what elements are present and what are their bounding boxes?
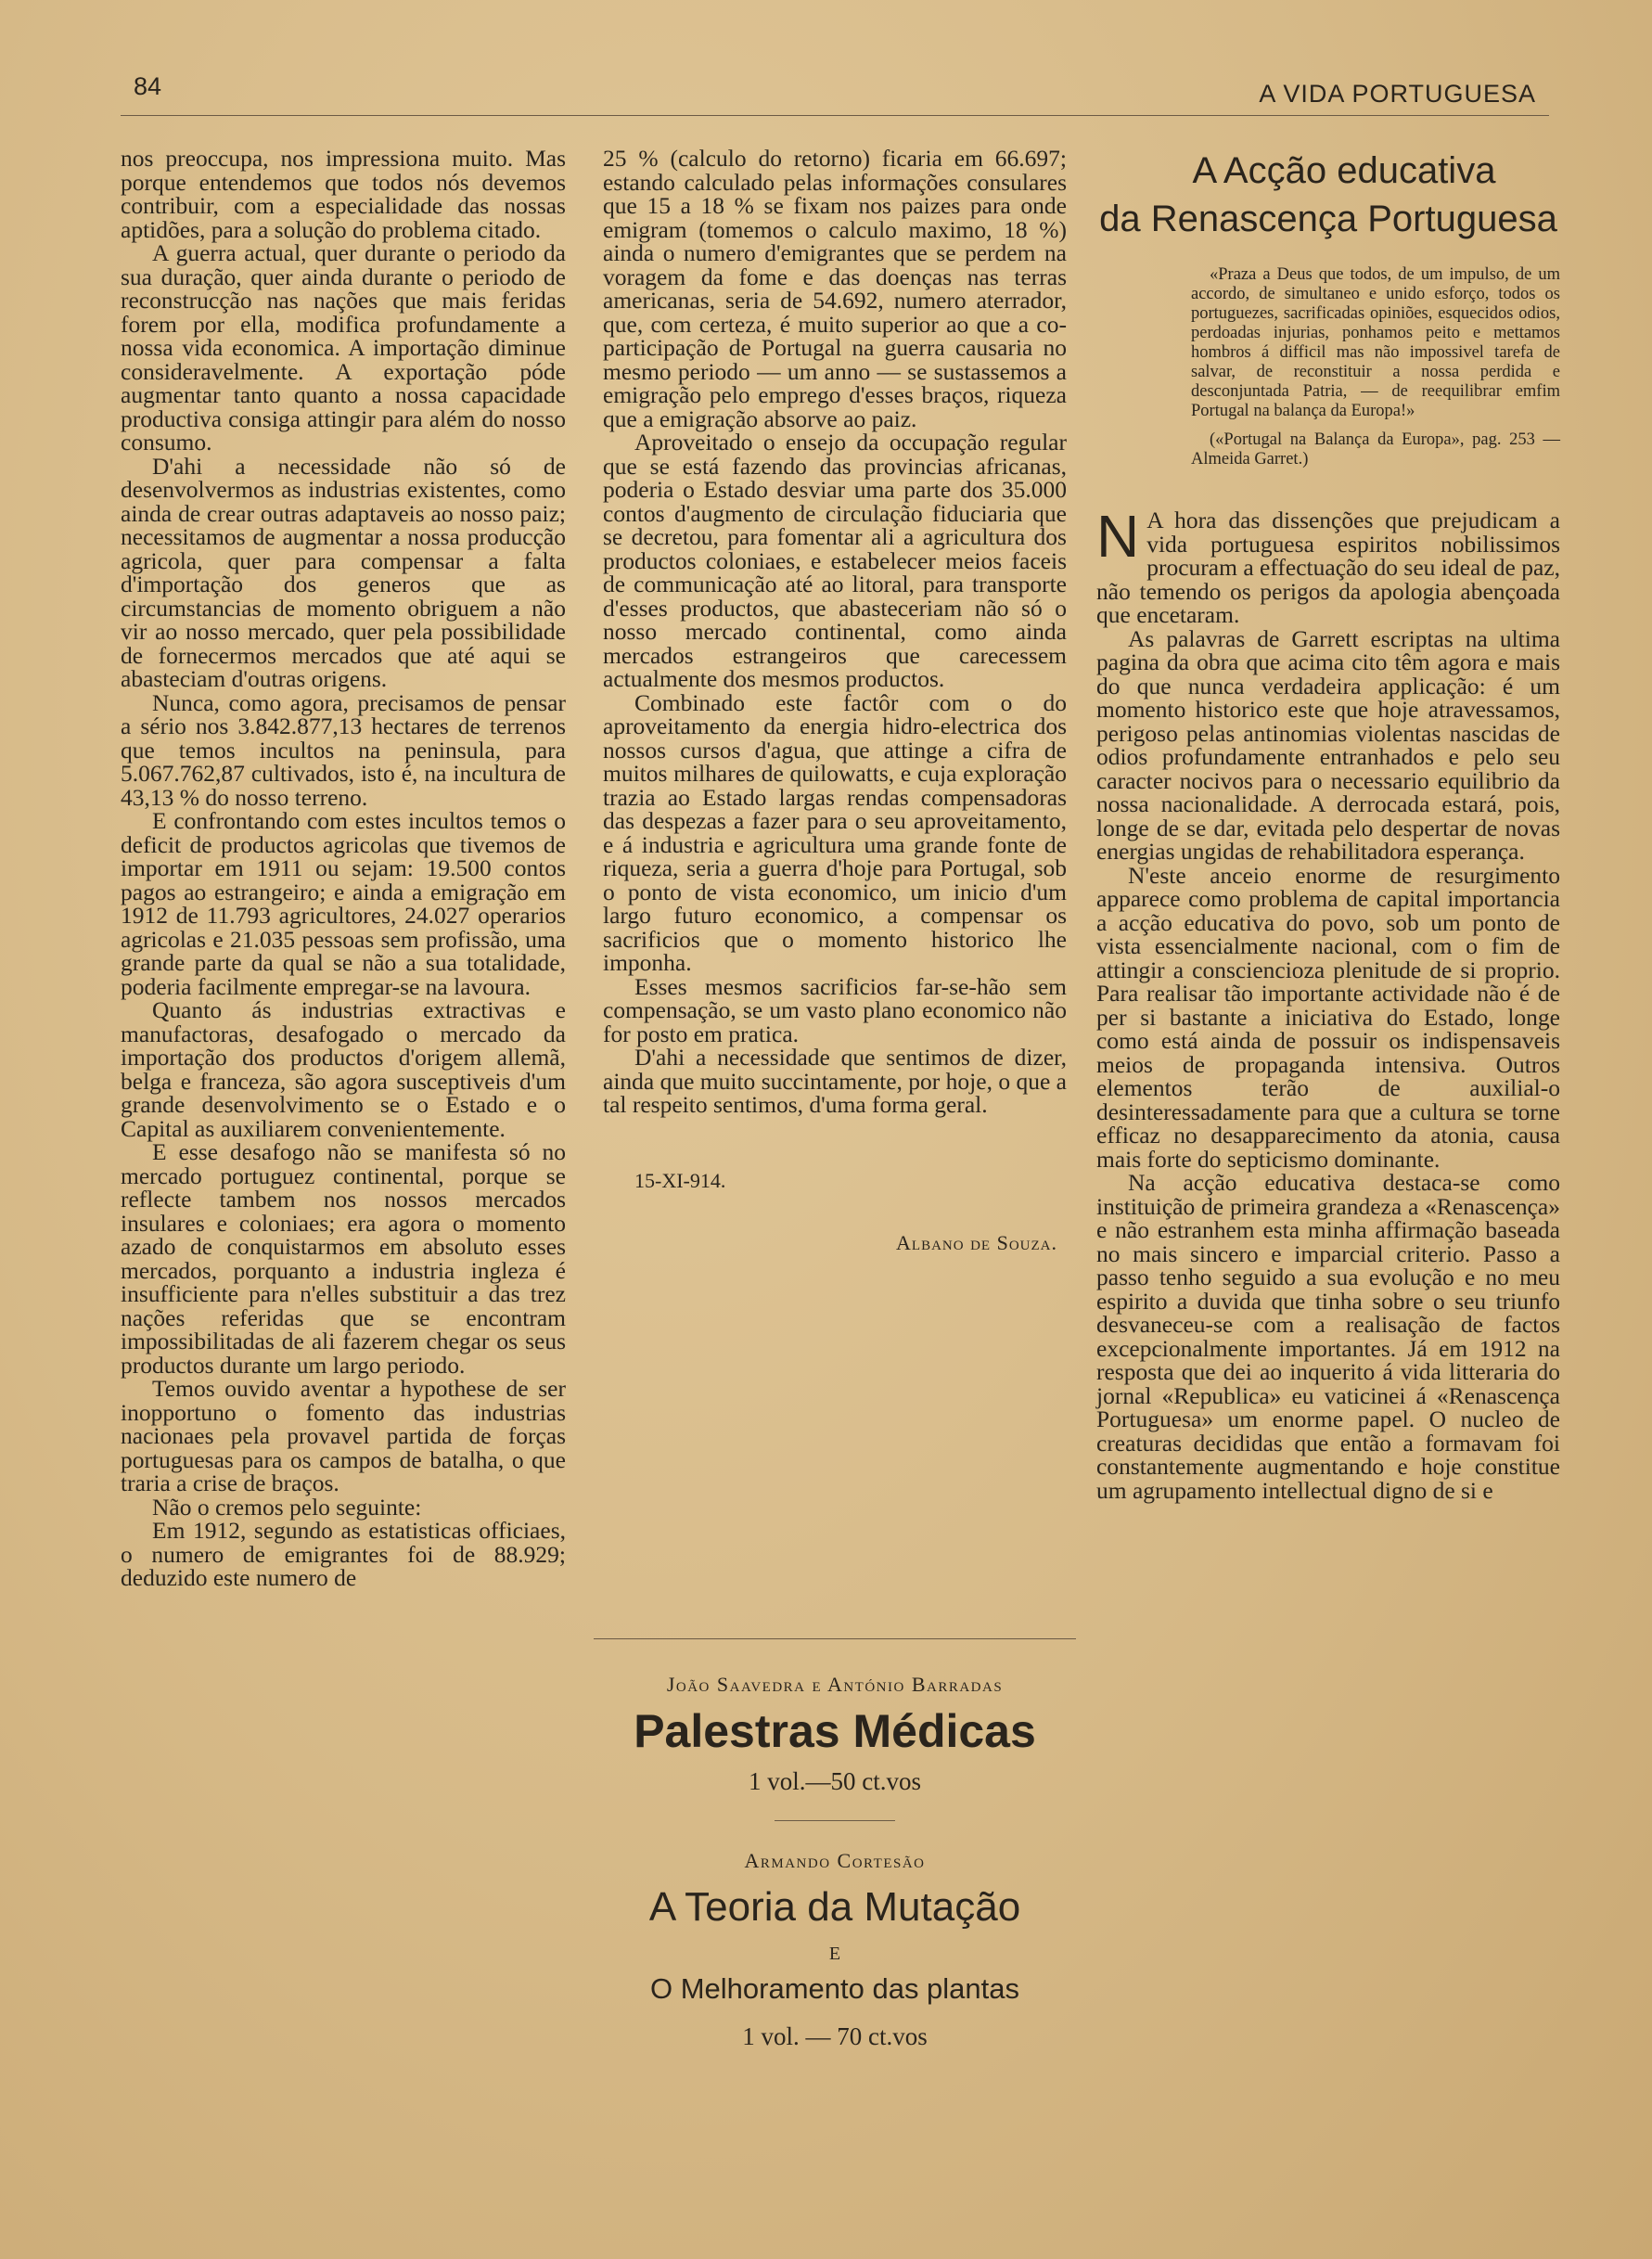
column-1 — [121, 147, 566, 1590]
paragraph: Nunca, como agora, precisamos de pensar a sério nos 3.842.877,13 hectares de terrenos que temos incultos na peninsula, para 5.067.762,87 cultivados, isto é, na incultura de 43,13 % do nosso terreno. — [121, 688, 566, 811]
paragraph: E confrontando com estes incultos temos o deficit de productos agricolas que tivemos de importar em 1911 ou sejam: 19.500 contos pagos ao estrangeiro; e ainda a emigração em 1912 de 11.793 agricultores, 24.027 operarios agricolas e 21.035 pessoas sem profissão, uma grande parte da qual se não a sua totalidade, poderia facilmente empregar-se na lavoura. — [121, 807, 566, 1000]
signature-author: Albano de Souza. — [896, 1231, 1057, 1254]
ad-authors: João Saavedra e António Barradas — [666, 1673, 1004, 1696]
running-title: A VIDA PORTUGUESA — [1259, 80, 1536, 108]
paragraph: Na acção educativa destaca-se como instituição de primeira grandeza a «Renascença» e não estranhem esta minha affirmação baseada no mais sincero e imparcial criterio. Passo a passo tenho seguido a sua evolução e no meu espirito a duvida que tinha sobre o seu triunfo desvaneceu-se com a realisação de factos excepcionalmente importantes. Já em 1912 na resposta que dei ao inquerito á vida litteraria do jornal «Republica» eu vaticinei á «Renascença Portuguesa» um enorme papel. O nucleo de creaturas decididas que então a formavam foi constantemente augmentando e hoje constitue um agrupamento intellectual digno de si e — [1096, 1169, 1560, 1504]
book-advertisement — [594, 1638, 1076, 2051]
drop-cap: N — [1096, 503, 1140, 570]
paragraph: N'este anceio enorme de resurgimento apparece como problema de capital importancia a acção educativa do povo, sob um ponto de vista essencialmente nacional, com o fim de attingir a consciencioza plenitude de si proprio. Para realisar tão importante actividade não é de per si bastante a iniciativa do Estado, longe como está ainda de possuir os indispensaveis meios de propaganda intensiva. Outros elementos terão de auxilial-o desinteressadamente para que a cultura se torne efficaz no desapparecimento da atonia, causa mais forte do septicismo dominante. — [1096, 861, 1560, 1173]
paragraph: Temos ouvido aventar a hypothese de ser inopportuno o fomento das industrias nacionaes pela provavel partida de forças portuguesas para os campos de batalha, o que traria a crise de braços. — [121, 1375, 566, 1496]
epigraph-quote: «Praza a Deus que todos, de um impulso, de um accordo, de simultaneo e unido esforço, todos os portuguezes, sacrificadas opiniões, esquecidos odios, perdoadas injurias, ponhamos peito e mettamos hombros á difficil mas não impossivel tarefa de salvar, de reconstituir a nossa perdida e desconjuntada Patria, — de reequilibrar emfim Portugal na balança da Europa!» — [1191, 265, 1560, 420]
ad-book-subtitle: O Melhoramento das plantas — [649, 1972, 1020, 2005]
paragraph: Quanto ás industrias extractivas e manufactoras, desafogado o mercado da importação dos productos d'origem allemã, belga e franceza, são agora susceptiveis d'um grande desenvolvimento se o Estado e o Capital as auxiliarem convenientemente. — [121, 996, 566, 1142]
first-paragraph-text: A hora das dissenções que prejudicam a vida portuguesa espiritos nobilissimos procuram a effectuação do seu ideal de paz, não temendo os perigos da apologia abençoada que encetaram. — [1096, 507, 1560, 628]
article-title-line: da Renascença Portuguesa — [1099, 199, 1557, 239]
column-3 — [1096, 147, 1560, 1502]
paragraph: A guerra actual, quer durante o periodo da sua duração, quer ainda durante o periodo de reconstrucção nas nações que mais feridas forem por ella, modifica profundamente a nossa vida economica. A importação diminue consideravelmente. A exportação póde augmentar tanto quanto a nossa capacidade productiva consiga attingir para além do nosso consumo. — [121, 239, 566, 456]
ad-price: 1 vol. — 70 ct.vos — [742, 2022, 928, 2050]
signature-date: 15-XI-914. — [634, 1168, 726, 1192]
paragraph: E esse desafogo não se manifesta só no mercado portuguez continental, porque se reflecte tambem nos nossos mercados insulares e coloniaes; era agora o momento azado de conquistarmos em absoluto esses mercados, porquanto a industria ingleza é insufficiente para n'elles substituir a das trez nações referidas que se encontram impossibilitadas de ali fazerem chegar os seus productos durante um largo periodo. — [121, 1138, 566, 1379]
ad-divider — [775, 1820, 895, 1821]
epigraph-source: («Portugal na Balança da Europa», pag. 253 — Almeida Garret.) — [1191, 430, 1560, 468]
column-2 — [603, 147, 1067, 1255]
article-title-line: A Acção educativa — [1192, 150, 1496, 191]
paragraph: nos preoccupa, nos impressiona muito. Mas porque entendemos que todos nós devemos contribuir, com a especialidade das nossas aptidões, para a solução do problema citado. — [121, 145, 566, 243]
paragraph: Combinado este factôr com o do aproveitamento da energia hidro-electrica dos nossos cursos d'agua, que attinge a cifra de muitos milhares de quilowatts, e cuja exploração trazia ao Estado largas rendas compensadoras das despezas a fazer para o seu aproveitamento, e á industria e agricultura uma grande fonte de riqueza, seria a guerra d'hoje para Portugal, sob o ponto de vista economico, um inicio d'um largo futuro economico, a compensar os sacrificios que o momento historico lhe imponha. — [603, 688, 1067, 976]
ad-book-title: A Teoria da Mutação — [648, 1884, 1021, 1930]
paragraph: D'ahi a necessidade que sentimos de dizer, ainda que muito succintamente, por hoje, o que a tal respeito sentimos, d'uma forma geral. — [603, 1044, 1067, 1118]
ad-conjunction: E — [828, 1944, 841, 1964]
paragraph: Esses mesmos sacrificios far-se-hão sem compensação, se um vasto plano economico não for posto em pratica. — [603, 972, 1067, 1047]
ad-author: Armando Cortesão — [744, 1849, 926, 1872]
paragraph: Em 1912, segundo as estatisticas officiaes, o numero de emigrantes foi de 88.929; deduzido este numero de — [121, 1517, 566, 1591]
page-number: 84 — [134, 72, 162, 100]
paragraph: Não o cremos pelo seguinte: — [152, 1493, 422, 1521]
article-title — [1096, 147, 1560, 243]
paragraph: As palavras de Garrett escriptas na ultima pagina da obra que acima cito têm agora e mais do que nunca verdadeira applicação: é um momento historico este que hoje atravessamos, perigoso pelas antinomias violentas nascidas de odios profundamente entranhados e pelo seu caracter nocivos para o necessario equilibrio da nossa nacionalidade. A derrocada estará, pois, longe de se dar, evitada pelo despertar de novas energias ungidas de rehabilitadora esperança. — [1096, 624, 1560, 865]
page-header — [121, 72, 1549, 116]
paragraph: 25 % (calculo do retorno) ficaria em 66.697; estando calculado pelas informações consulares que 15 a 18 % se fixam nos paizes para onde emigram (tomemos o calculo maximo, 18 %) ainda o numero d'emigrantes que se perdem na voragem da fome e das doenças nas terras americanas, seria de 54.692, numero aterrador, que, com certeza, é muito superior ao que a co-participação de Portugal na guerra causaria no mesmo periodo — um anno — se sustassemos a emigração pelo emprego d'esses braços, riqueza que a emigração absorve ao paiz. — [603, 145, 1067, 432]
paragraph: D'ahi a necessidade não só de desenvolvermos as industrias existentes, como ainda de crear outras adaptaveis ao nosso paiz; necessitamos de augmentar a nossa producção agricola, quer para compensar a falta d'importação dos generos que as circumstancias de momento obriguem a não vir ao nosso mercado, quer pela possibilidade de fornecermos mercados que até aqui se abasteciam d'outras origens. — [121, 452, 566, 692]
ad-price: 1 vol.—50 ct.vos — [749, 1767, 921, 1795]
paragraph: Aproveitado o ensejo da occupação regular que se está fazendo das provincias africanas, poderia o Estado desviar uma parte dos 35.000 contos d'augmento de circulação fiduciaria que se decretou, para fomentar ali a agricultura dos productos coloniaes, e estabelecer meios faceis de communicação até ao litoral, para transporte d'esses productos, que abasteceriam não só o nosso mercado continental, como ainda mercados estrangeiros que carecessem actualmente dos mesmos productos. — [603, 429, 1067, 692]
article-first-paragraph — [1096, 503, 1560, 628]
epigraph — [1191, 265, 1560, 469]
ad-book-title: Palestras Médicas — [634, 1705, 1036, 1757]
